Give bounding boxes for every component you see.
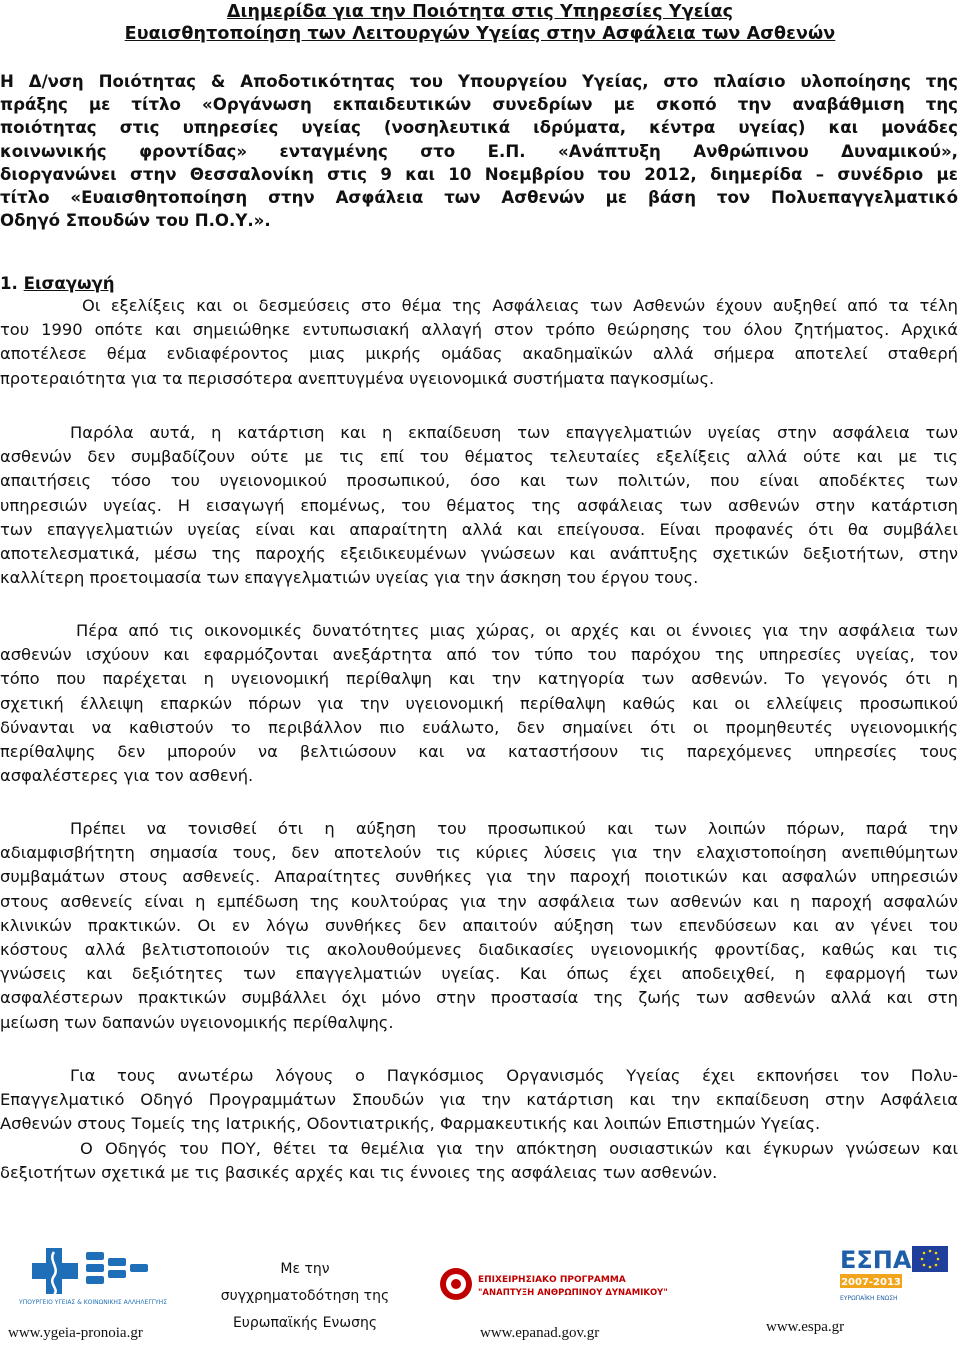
espa-logo <box>836 1242 954 1306</box>
text-line: ασθενών δεν συμβαδίζουν ούτε με τις επί του θέματος τελευταίες εξελίξεις αλλά ούτε και με τις <box>0 447 958 467</box>
text-line: κοινωνικής φροντίδας» ενταγμένης στο Ε.Π. «Ανάπτυξη Ανθρώπινου Δυναμικού», <box>0 141 958 161</box>
epanad-logo-line1: ΕΠΙΧΕΙΡΗΣΙΑΚΟ ΠΡΟΓΡΑΜΜΑ <box>478 1275 626 1285</box>
text-line: ποιότητας στις υπηρεσίες υγείας (νοσηλευτικά ιδρύματα, κέντρα υγείας) και μονάδες <box>0 118 958 138</box>
text-line: πράξης με τίτλο «Οργάνωση εκπαιδευτικών συνεδρίων με σκοπό την αναβάθμιση της <box>0 95 958 115</box>
text-line: περίθαλψης δεν μπορούν να βελτιώσουν και να καταστήσουν τις παρεχόμενες υπηρεσίες τους <box>0 742 958 762</box>
text-line: τίτλο «Ευαισθητοποίηση στην Ασφάλεια των Ασθενών με βάση τον Πολυεπαγγελματικό <box>0 188 958 208</box>
text-line: Πρέπει να τονισθεί ότι η αύξηση του προσωπικού και των λοιπών πόρων, παρά την <box>70 819 958 838</box>
text-line: κλινικών πρακτικών. Οι εν λόγω συνθήκες δεν απαιτούν αύξηση των επενδύσεων και αν γένει του <box>0 915 958 935</box>
text-line: Ο Οδηγός του ΠΟΥ, θέτει τα θεμέλια για την απόκτηση ουσιαστικών και έγκυρων γνώσεων και <box>80 1138 958 1158</box>
body-paragraph <box>0 817 958 1035</box>
section-number: 1. <box>0 274 24 293</box>
intro-paragraph <box>0 70 958 232</box>
text-line: Παρόλα αυτά, η κατάρτιση και η εκπαίδευση των επαγγελματιών υγείας στην ασφάλεια των <box>70 423 958 442</box>
epanad-logo-line2: "ΑΝΑΠΤΥΞΗ ΑΝΘΡΩΠΙΝΟΥ ΔΥΝΑΜΙΚΟΥ" <box>478 1288 668 1298</box>
espa-logo-sub: ΕΥΡΩΠΑΪΚΗ ΕΝΩΣΗ <box>840 1295 898 1302</box>
text-line: κόστους αλλά βελτιστοποιούν τις ακολουθούμενες διαδικασίες υγειονομικής φροντίδας, καθώς και τις <box>0 940 958 960</box>
text-line: υπηρεσιών υγείας. Η εισαγωγή επομένως, του θέματος της ασφάλειας των ασθενών στην κατάρτιση <box>0 495 958 515</box>
text-line: ασθενών ισχύουν και εφαρμόζονται ανεξάρτητα από τον τύπο του παρόχου της υπηρεσίες υγείας, τον <box>0 645 958 665</box>
espa-url[interactable]: www.espa.gr <box>766 1319 845 1335</box>
text-line: απαιτήσεις τόσο του υγειονομικού προσωπικού, όσο και των πολιτών, που είναι αποδέκτες των <box>0 471 958 491</box>
text-line: Η Δ/νση Ποιότητας & Αποδοτικότητας του Υπουργείου Υγείας, στο πλαίσιο υλοποίησης της <box>0 72 958 91</box>
text-line: του 1990 οπότε και σημειώθηκε εντυπωσιακή αλλαγή στον τρόπο θεώρησης του όλου ζητήματος. Αρχικά <box>0 320 958 340</box>
ministry-logo <box>19 1238 168 1326</box>
epanad-logo <box>434 1258 668 1310</box>
text-line: στους ασθενείς είναι η εμπέδωση της κουλτούρας για την ασφάλεια των ασθενών και η παροχή ασφαλών <box>0 891 958 911</box>
text-line: Για τους ανωτέρω λόγους ο Παγκόσμιος Οργανισμός Υγείας έχει εκπονήσει τον Πολυ- <box>70 1066 958 1085</box>
ministry-logo-text: ΥΠΟΥΡΓΕΙΟ ΥΓΕΙΑΣ & ΚΟΙΝΩΝΙΚΗΣ ΑΛΛΗΛΕΓΓΥΗΣ <box>19 1299 167 1306</box>
document-subtitle: Ευαισθητοποίηση των Λειτουργών Υγείας στην Ασφάλεια των Ασθενών <box>124 24 836 44</box>
text-line: Πέρα από τις οικονομικές δυνατότητες μιας χώρας, οι αρχές και οι έννοιες για την ασφάλεια των <box>76 621 958 640</box>
text-line: αδιαμφισβήτητη σημασία τους, δεν αποτελούν τις κύριες λύσεις για την ελαχιστοποίηση ανεπιθύμητων <box>0 843 958 863</box>
text-line: αποτελεσματικά, μέσω της παροχής εξειδικευμένων γνώσεων και ανάπτυξης σχετικών δεξιοτήτων, στην <box>0 544 958 564</box>
text-line: Οδηγό Σπουδών του Π.Ο.Υ.». <box>0 211 271 231</box>
text-line: Επαγγελματικό Οδηγό Προγραμμάτων Σπουδών για την κατάρτιση και την εκπαίδευση στην Ασφάλεια <box>0 1090 958 1110</box>
text-line: δεξιοτήτων σχετικά με τις βασικές αρχές και τις έννοιες της ασφάλειας των ασθενών. <box>0 1162 718 1182</box>
text-line: συμβαμάτων στους ασθενείς. Απαραίτητες συνθήκες για την παροχή ποιοτικών και ασφαλών υπηρεσιών <box>0 867 958 887</box>
text-line: Οι εξελίξεις και οι δεσμεύσεις στο θέμα της Ασφάλειας των Ασθενών έχουν αυξηθεί από τα τέλη <box>82 296 958 315</box>
body-paragraph <box>0 619 958 788</box>
document-title: Διημερίδα για την Ποιότητα στις Υπηρεσίες Υγείας <box>226 2 734 22</box>
eu-cofunding-line2: συγχρηματοδότηση της <box>220 1288 390 1304</box>
body-paragraph <box>0 1064 958 1185</box>
eu-cofunding-line3: Ευρωπαϊκής Ενωσης <box>232 1315 378 1331</box>
text-line: αποτέλεσε θέμα ενδιαφέροντος μιας μικρής ομάδας ακαδημαϊκών αλλά σήμερα αποτελεί σταθερή <box>0 344 958 364</box>
text-line: δύνανται να καθιστούν το περιβάλλον πιο ευάλωτο, δεν σημαίνει ότι οι προμηθευτές υγειονομικής <box>0 717 958 737</box>
text-line: των επαγγελματιών υγείας είναι και απαραίτητη αλλά και επείγουσα. Είναι προφανές ότι θα συμβάλει <box>0 519 958 539</box>
body-paragraph <box>0 294 958 391</box>
text-line: καλλίτερη προετοιμασία των επαγγελματιών υγείας για την άσκηση του έργου τους. <box>0 568 699 588</box>
espa-logo-text: ΕΣΠΑ <box>840 1246 912 1274</box>
espa-logo-years: 2007-2013 <box>841 1277 901 1288</box>
body-paragraph <box>0 421 958 590</box>
text-line: μείωση των δαπανών υγειονομικής περίθαλψης. <box>0 1012 394 1032</box>
epanad-url[interactable]: www.epanad.gov.gr <box>480 1325 600 1341</box>
text-line: προτεραιότητα για τα περισσότερα ανεπτυγμένα υγειονομικά συστήματα παγκοσμίως. <box>0 368 715 388</box>
ministry-url[interactable]: www.ygeia-pronoia.gr <box>8 1325 143 1341</box>
text-line: σχετική έλλειψη επαρκών πόρων για την υγειονομική περίθαλψη καθώς και οι ελλείψεις προσωπικού <box>0 693 958 713</box>
eu-cofunding-line1: Με την <box>280 1261 330 1277</box>
text-line: διοργανώνει στην Θεσσαλονίκη στις 9 και 10 Νοεμβρίου του 2012, διημερίδα – συνέδριο με <box>0 164 958 184</box>
section-title: Εισαγωγή <box>23 274 115 293</box>
footer <box>0 1230 960 1347</box>
text-line: τόπο που παρέχεται η υγειονομική περίθαλψη και την κατηγορία των ασθενών. Το γεγονός ότι η <box>0 669 958 689</box>
text-line: γνώσεις και δεξιότητες των επαγγελματιών υγείας. Και όπως έχει αποδειχθεί, η εφαρμογή των <box>0 964 958 984</box>
text-line: ασφαλέστερων πρακτικών συμβάλλει όχι μόνο στην προστασία της ζωής των ασθενών αλλά και στη <box>0 988 958 1008</box>
section-heading <box>0 274 115 293</box>
text-line: ασφαλέστερες για τον ασθενή. <box>0 766 254 786</box>
text-line: Ασθενών στους Τομείς της Ιατρικής, Οδοντιατρικής, Φαρμακευτικής και λοιπών Επιστημών Υγείας. <box>0 1114 821 1134</box>
